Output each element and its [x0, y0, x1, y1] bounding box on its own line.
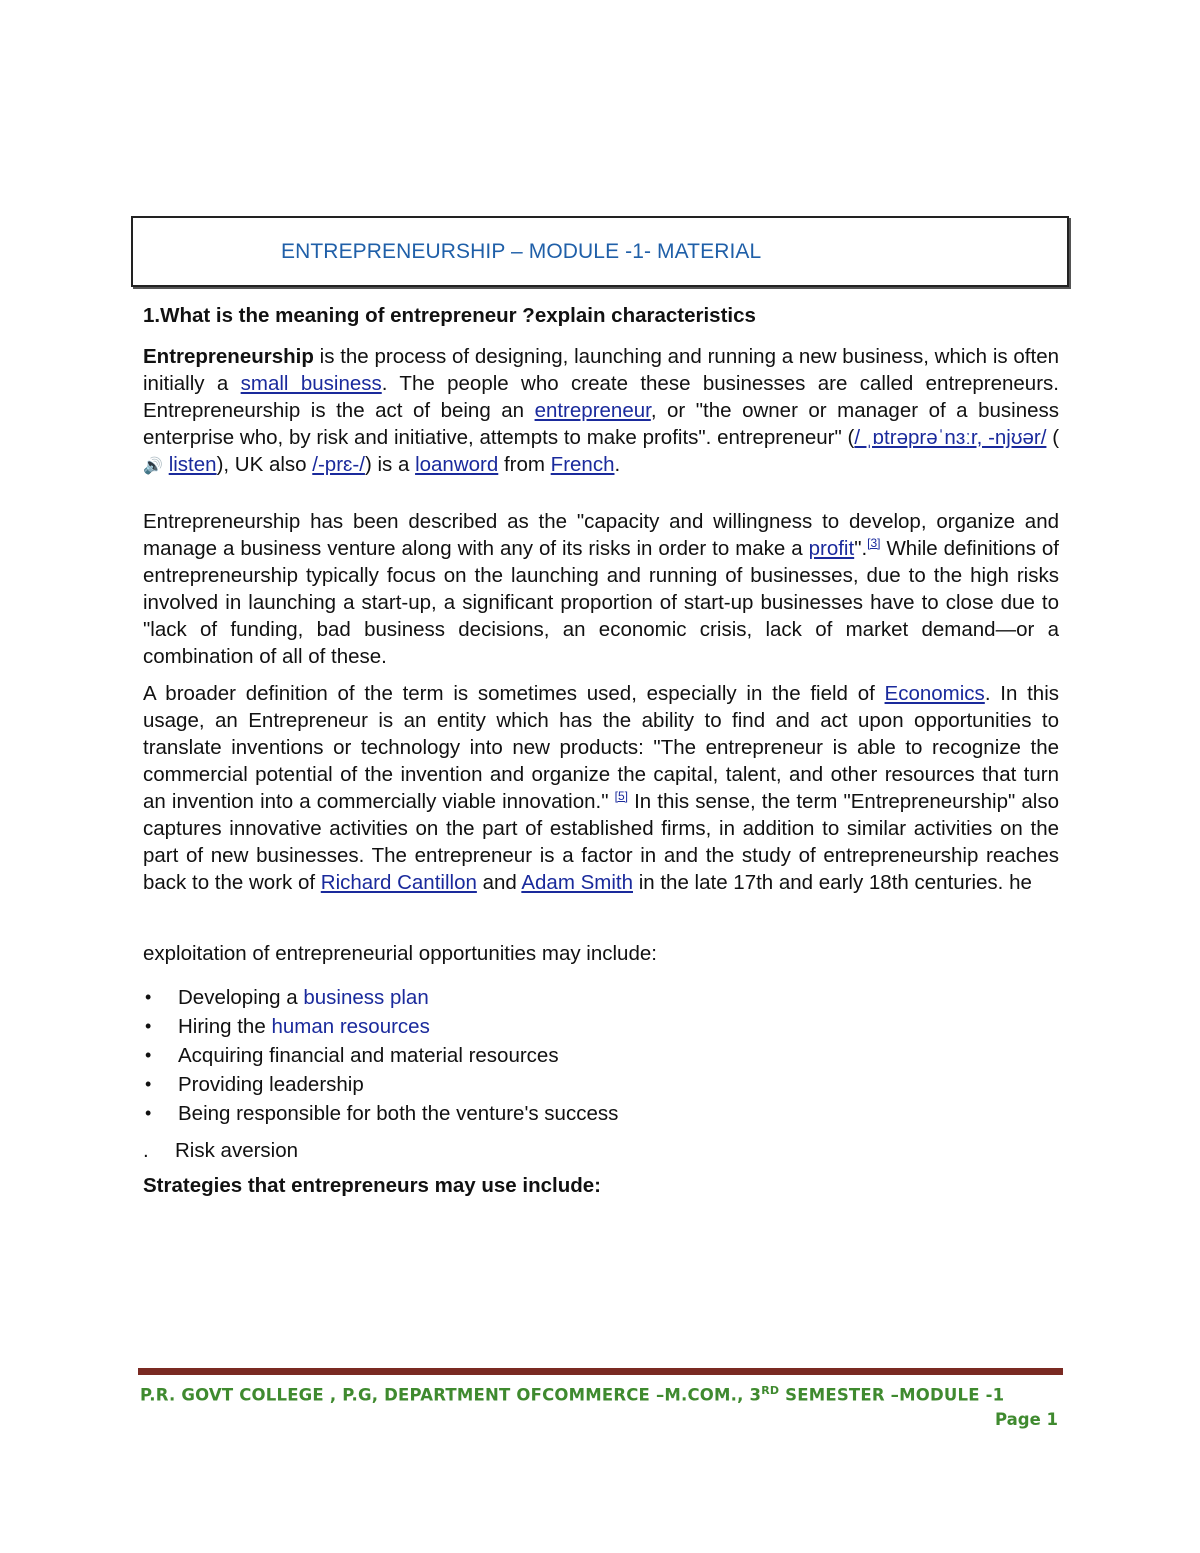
link-entrepreneur[interactable]: entrepreneur — [534, 399, 651, 422]
text: from — [498, 453, 551, 476]
bullet-icon: • — [145, 1045, 152, 1065]
link-economics[interactable]: Economics — [884, 682, 985, 705]
link-human-resources[interactable]: human resources — [271, 1015, 430, 1038]
page-number: Page 1 — [994, 1410, 1058, 1429]
exploitation-intro: exploitation of entrepreneurial opportunities may include: — [143, 942, 657, 965]
list-item-text: Providing leadership — [178, 1073, 364, 1096]
bullet-icon: • — [145, 1074, 152, 1094]
footer-text — [140, 1384, 1004, 1405]
list-item — [143, 1070, 1059, 1099]
link-french[interactable]: French — [550, 453, 615, 476]
bullet-icon: • — [145, 1103, 152, 1123]
text: . In this usage, an Entrepreneur is an entity which has the ability to find and act upon opportunities to translate inventions or technology into new products: "The entrepreneur is able to recognize the commercial potential of the invention and organize the capital, talent, and other resources that turn an invention into a commercially viable innovation." — [143, 682, 1059, 813]
text: is the process of designing, launching and running a new business, which is often initially a — [143, 345, 1059, 395]
risk-aversion-line — [143, 1136, 1059, 1165]
strategies-heading: Strategies that entrepreneurs may use include: — [143, 1174, 601, 1197]
list-item-text: Being responsible for both the venture's success — [178, 1102, 619, 1125]
footer-left: P.R. GOVT COLLEGE , P.G, DEPARTMENT OFCOMMERCE –M.COM., 3 — [140, 1385, 762, 1405]
text: A broader definition of the term is sometimes used, especially in the field of — [143, 682, 885, 705]
list-item — [143, 983, 1059, 1012]
document-title: ENTREPRENEURSHIP – MODULE -1- MATERIAL — [281, 240, 762, 263]
list-item-text: Developing a — [178, 986, 304, 1009]
text: While definitions of entrepreneurship typically focus on the launching and running of businesses, due to the high risks involved in launching a start-up, a significant proportion of start-up businesses have to close due to "lack of funding, bad business decisions, an economic crisis, lack of market demand—or a combination of all of these. — [143, 537, 1059, 668]
text: ( — [1046, 426, 1060, 449]
paragraph-definition — [143, 343, 1059, 480]
citation-5[interactable]: [5] — [614, 789, 628, 804]
list-item — [143, 1099, 1059, 1128]
list-item-text: Acquiring financial and material resources — [178, 1044, 559, 1067]
footer-divider — [138, 1368, 1063, 1375]
text: ), UK also — [216, 453, 313, 476]
footer-superscript: RD — [761, 1384, 780, 1397]
text: In this sense, the term "Entrepreneurship" also captures innovative activities on the part of established firms, in addition to similar activities on the part of new businesses. The entrepreneur is a factor in and the study of entrepreneurship reaches back to the work of — [143, 790, 1059, 894]
bullet-icon: • — [145, 1016, 152, 1036]
opportunities-list — [143, 983, 1059, 1128]
speaker-icon[interactable]: 🔊 — [143, 458, 163, 475]
text: in the late 17th and early 18th centuries. he — [633, 871, 1032, 894]
footer-right: SEMESTER –MODULE -1 — [779, 1385, 1005, 1405]
paragraph-broader-definition — [143, 680, 1059, 896]
link-business-plan[interactable]: business plan — [303, 986, 429, 1009]
period-marker: . — [143, 1139, 149, 1162]
list-item — [143, 1012, 1059, 1041]
text: ". — [854, 537, 868, 560]
link-ipa-pronunciation[interactable]: / ˌɒtrəprəˈnɜːr, -njʊər/ — [854, 426, 1047, 449]
link-richard-cantillon[interactable]: Richard Cantillon — [320, 871, 477, 894]
text: , or "the owner or manager of a business enterprise who, by risk and initiative, attempts to make profits". entrepreneur" ( — [143, 399, 1060, 449]
question-heading: 1.What is the meaning of entrepreneur ?explain characteristics — [143, 304, 756, 327]
text: and — [476, 871, 522, 894]
citation-3[interactable]: [3] — [867, 536, 881, 551]
text: ) is a — [364, 453, 416, 476]
link-listen[interactable]: listen — [168, 453, 217, 476]
link-ipa-uk[interactable]: /-prɛ-/ — [312, 453, 365, 476]
bullet-icon: • — [145, 987, 152, 1007]
link-loanword[interactable]: loanword — [415, 453, 499, 476]
link-profit[interactable]: profit — [808, 537, 855, 560]
link-adam-smith[interactable]: Adam Smith — [521, 871, 633, 894]
list-item-text: Hiring the — [178, 1015, 272, 1038]
link-small-business[interactable]: small business — [240, 372, 382, 395]
risk-text: Risk aversion — [175, 1139, 299, 1162]
title-box — [131, 216, 1069, 287]
paragraph-capacity — [143, 508, 1059, 670]
text: . The people who create these businesses are called entrepreneurs. Entrepreneurship is the act of being an — [143, 372, 1059, 422]
term-entrepreneurship: Entrepreneurship — [143, 345, 314, 368]
text: . — [614, 453, 621, 476]
text: Entrepreneurship has been described as the "capacity and willingness to develop, organize and manage a business venture along with any of its risks in order to make a — [143, 510, 1059, 560]
document-body — [143, 302, 1059, 1199]
list-item — [143, 1041, 1059, 1070]
